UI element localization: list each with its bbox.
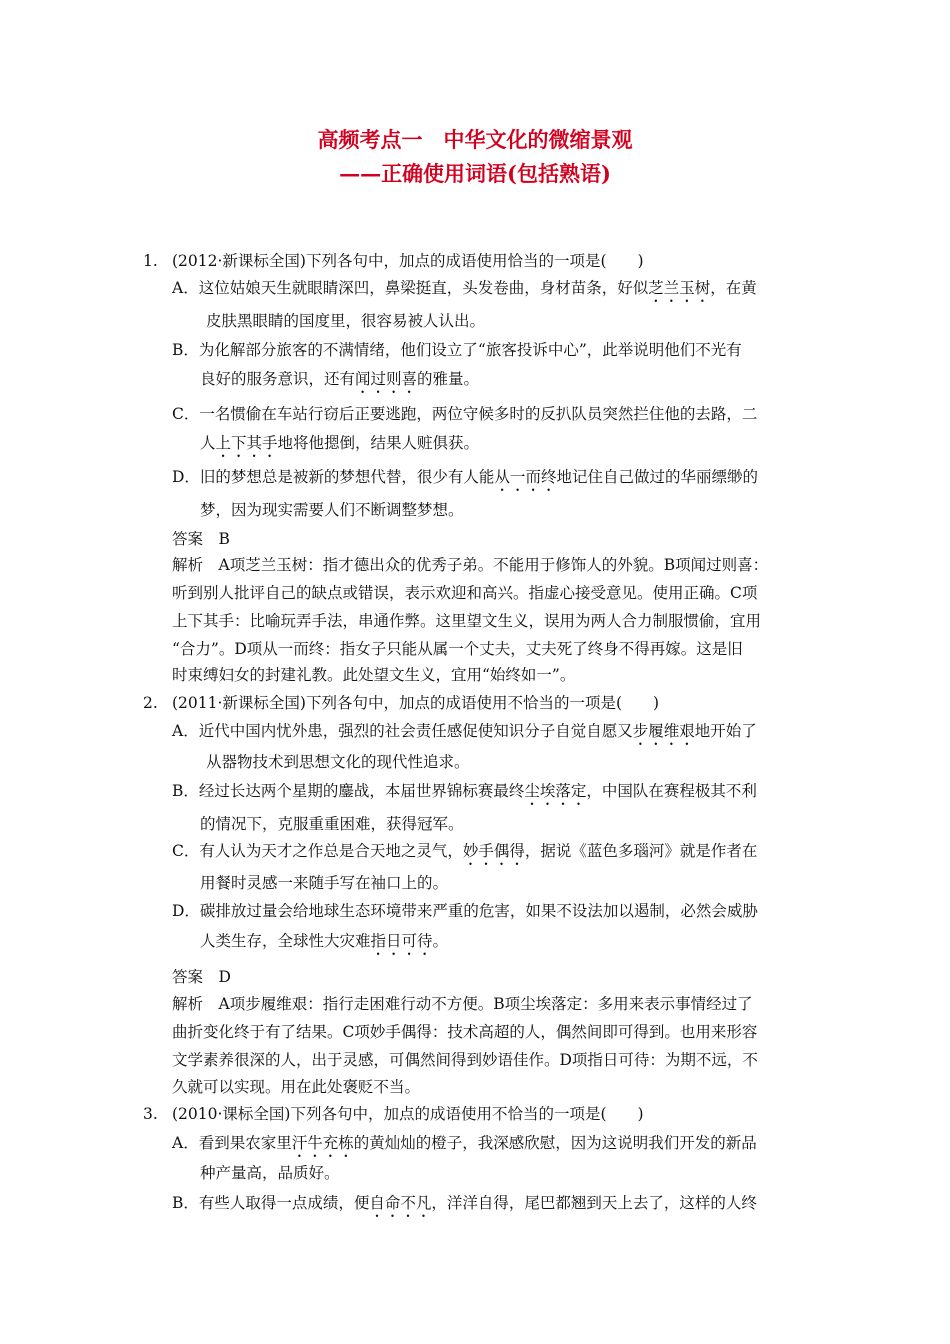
option-b: B．经过长达两个星期的鏖战，本届世界锦标赛最终尘埃落定，中国队在赛程极其不利 xyxy=(172,782,757,800)
option-a-cont: 种产量高，品质好。 xyxy=(200,1164,340,1182)
option-a-cont: 从器物技术到思想文化的现代性追求。 xyxy=(206,753,470,771)
option-d-cont: 梦，因为现实需要人们不断调整梦想。 xyxy=(200,501,464,519)
option-a: A．这位姑娘天生就眼睛深凹，鼻梁挺直，头发卷曲，身材苗条，好似芝兰玉树，在黄 xyxy=(172,279,757,297)
analysis-line: 久就可以实现。用在此处褒贬不当。 xyxy=(172,1078,421,1096)
analysis-line: 曲折变化终于有了结果。C项妙手偶得：技术高超的人，偶然间即可得到。也用来形容 xyxy=(172,1023,758,1041)
answer: 答案 D xyxy=(172,968,231,986)
dotted-idiom: 自命不凡 xyxy=(369,1194,432,1212)
question-number: 2. xyxy=(143,694,158,712)
option-a: A．看到果农家里汗牛充栋的黄灿灿的橙子，我深感欣慰，因为这说明我们开发的新品 xyxy=(172,1134,757,1152)
option-c-cont: 人上下其手地将他摁倒，结果人赃俱获。 xyxy=(200,434,480,452)
option-b-cont: 良好的服务意识，还有闻过则喜的雅量。 xyxy=(200,370,480,388)
dotted-idiom: 汗牛充栋 xyxy=(291,1134,354,1152)
dotted-idiom: 尘埃落定 xyxy=(524,782,587,800)
dotted-idiom: 闻过则喜 xyxy=(355,370,418,388)
question-number: 3. xyxy=(143,1105,158,1123)
option-c: C．有人认为天才之作总是合天地之灵气，妙手偶得，据说《蓝色多瑙河》就是作者在 xyxy=(172,842,758,860)
analysis-line: 时束缚妇女的封建礼教。此处望文生义，宜用“始终如一”。 xyxy=(172,666,576,684)
dotted-idiom: 芝兰玉树 xyxy=(648,279,711,297)
option-c: C．一名惯偷在车站行窃后正要逃跑，两位守候多时的反扒队员突然拦住他的去路，二 xyxy=(172,405,758,423)
option-a-cont: 皮肤黑眼睛的国度里，很容易被人认出。 xyxy=(206,312,486,330)
option-d-cont: 人类生存，全球性大灾难指日可待。 xyxy=(200,932,449,950)
question-number: 1. xyxy=(143,252,158,270)
analysis-line: 解析 A项步履维艰：指行走困难行动不方便。B项尘埃落定：多用来表示事情经过了 xyxy=(172,995,753,1013)
dotted-idiom: 妙手偶得 xyxy=(462,842,525,860)
option-b-cont: 的情况下，克服重重困难，获得冠军。 xyxy=(200,815,464,833)
answer: 答案 B xyxy=(172,530,230,548)
dotted-idiom: 从一而终 xyxy=(494,468,557,486)
option-c-cont: 用餐时灵感一来随手写在袖口上的。 xyxy=(200,874,449,892)
analysis-line: 上下其手：比喻玩弄手法，串通作弊。这里望文生义，误用为两人合力制服惯偷，宜用 xyxy=(172,612,762,630)
dotted-idiom: 指日可待 xyxy=(370,932,433,950)
analysis-line: 文学素养很深的人，出于灵感，可偶然间得到妙语佳作。D项指日可待：为期不远，不 xyxy=(172,1051,758,1069)
option-d: D．旧的梦想总是被新的梦想代替，很少有人能从一而终地记住自己做过的华丽缥缈的 xyxy=(172,468,758,486)
dotted-idiom: 步履维艰 xyxy=(632,722,695,740)
analysis-line: 听到别人批评自己的缺点或错误，表示欢迎和高兴。指虚心接受意见。使用正确。C项 xyxy=(172,584,758,602)
analysis-line: 解析 A项芝兰玉树：指才德出众的优秀子弟。不能用于修饰人的外貌。B项闻过则喜： xyxy=(172,556,769,574)
page-title: 高频考点一 中华文化的微缩景观 xyxy=(317,127,633,152)
option-d: D．碳排放过量会给地球生态环境带来严重的危害，如果不设法加以遏制，必然会威胁 xyxy=(172,902,758,920)
option-b: B．为化解部分旅客的不满情绪，他们设立了“旅客投诉中心”，此举说明他们不光有 xyxy=(172,341,742,359)
analysis-line: “合力”。D项从一而终：指女子只能从属一个丈夫，丈夫死了终身不得再嫁。这是旧 xyxy=(172,640,743,658)
question-stem: (2011·新课标全国)下列各句中，加点的成语使用不恰当的一项是( ) xyxy=(172,694,660,712)
question-stem: (2010·课标全国)下列各句中，加点的成语使用不恰当的一项是( ) xyxy=(172,1105,644,1123)
page-subtitle: ——正确使用词语(包括熟语) xyxy=(339,161,611,186)
dotted-idiom: 上下其手 xyxy=(215,434,278,452)
option-a: A．近代中国内忧外患，强烈的社会责任感促使知识分子自觉自愿又步履维艰地开始了 xyxy=(172,722,757,740)
option-b: B．有些人取得一点成绩，便自命不凡，洋洋自得，尾巴都翘到天上去了，这样的人终 xyxy=(172,1194,757,1212)
question-stem: (2012·新课标全国)下列各句中，加点的成语使用恰当的一项是( ) xyxy=(172,252,644,270)
